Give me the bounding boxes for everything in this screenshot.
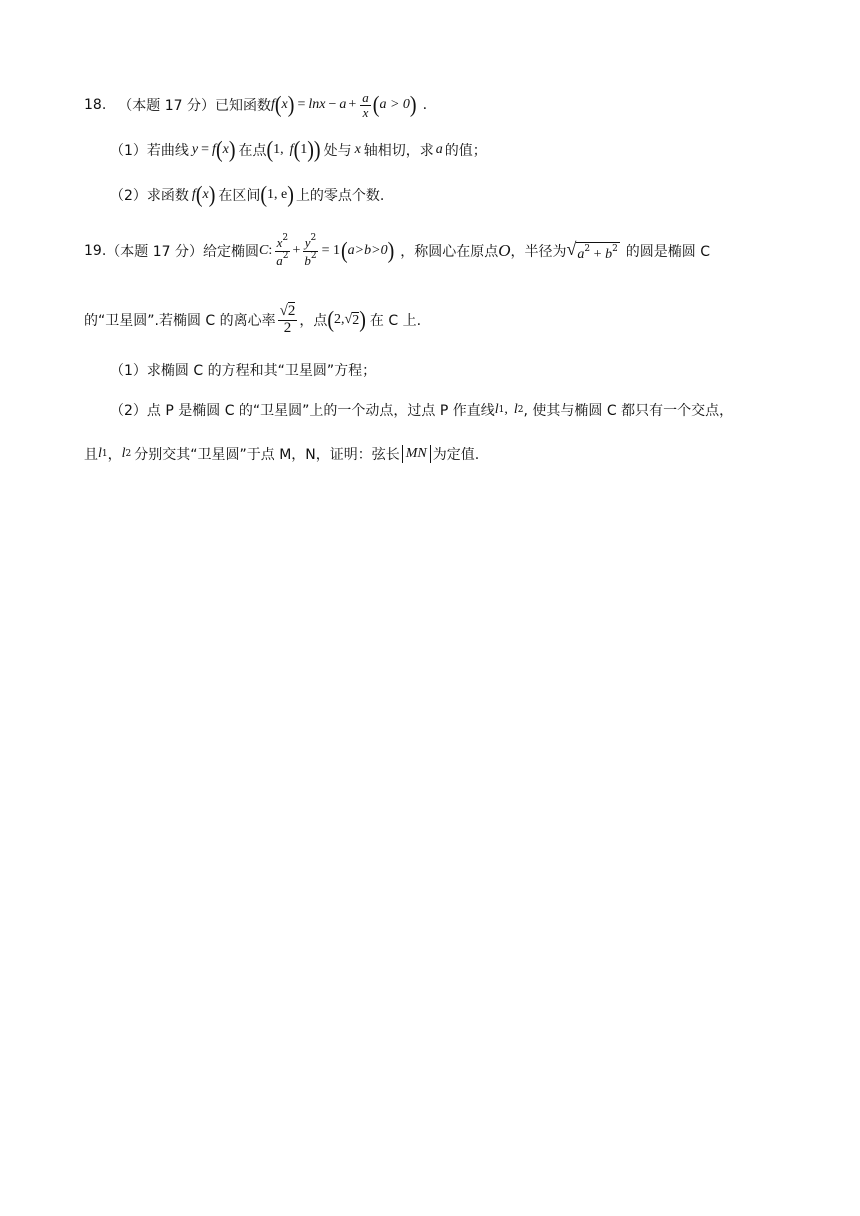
condition: a > 0	[379, 97, 410, 112]
fraction-y2-b2: $\frac{y^2}{b^2}$	[304, 232, 317, 268]
minus-sign: −	[328, 97, 337, 112]
equals-sign: =	[297, 97, 306, 112]
q19-line2: 的“卫星圆”.若椭圆 C 的离心率 $\frac{√2}{2}$ ，点 ( 2, √ 2 ) 在 C 上.	[84, 302, 422, 336]
q19-line1: 19. （本题 17 分） 给定椭圆 C : $\frac{x^2}{a^2}$ + $\frac{y^2}{b^2}$ = 1 ( a>b>0 ) ，称圆心在原点 O ，半径为 √ $a^2 + b^2$ 的圆是椭圆 C	[84, 232, 711, 268]
q19-part2: （2）点 P 是椭圆 C 的“卫星圆”上的一个动点，过点 P 作直线 l 1 , l 2 , 使其与椭圆 C 都只有一个交点，	[110, 402, 734, 419]
q18-p1-label: （1）若曲线	[110, 143, 189, 159]
q18-part2: （2）求函数 f ( x ) 在区间 ( 1, e ) 上的零点个数.	[110, 182, 385, 208]
q18-line: 18. （本题 17 分） 已知函数 f ( x ) = lnx − a + $\frac{a}{x}$ ( a > 0 ) .	[84, 89, 428, 120]
plus-sign: +	[348, 97, 357, 112]
q19-number: 19.	[84, 243, 107, 259]
radius-sqrt: √ $a^2 + b^2$	[566, 238, 618, 262]
chord-length-MN: MN	[402, 445, 431, 463]
f-symbol: f	[270, 97, 275, 112]
ln-x: lnx	[308, 97, 326, 112]
q18-part1: （1）若曲线 y = f ( x ) 在点 ( 1, f ( 1 ) ) 处与 x 轴相切，求 a 的值；	[110, 137, 487, 163]
q19-score: （本题 17 分）	[106, 244, 203, 260]
a-symbol: a	[339, 97, 347, 112]
q18-lead: 已知函数	[214, 98, 271, 114]
q18-period: .	[422, 97, 428, 113]
fraction-x2-a2: $\frac{x^2}{a^2}$	[276, 232, 289, 268]
fraction-a-over-x: $\frac{a}{x}$	[362, 89, 369, 120]
q19-part1: （1）求椭圆 C 的方程和其“卫星圆”方程；	[110, 363, 377, 379]
eccentricity-fraction: $\frac{√2}{2}$	[279, 302, 296, 336]
q18-p2-label: （2）求函数	[110, 188, 189, 204]
q18-score: （本题 17 分）	[118, 98, 215, 114]
x-symbol: x	[281, 97, 288, 112]
q18-number: 18.	[84, 97, 107, 113]
q19-part2-cont: 且 l 1 ， l 2 分别交其“卫星圆”于点 M，N，证明：弦长 MN 为定值.	[84, 446, 480, 463]
